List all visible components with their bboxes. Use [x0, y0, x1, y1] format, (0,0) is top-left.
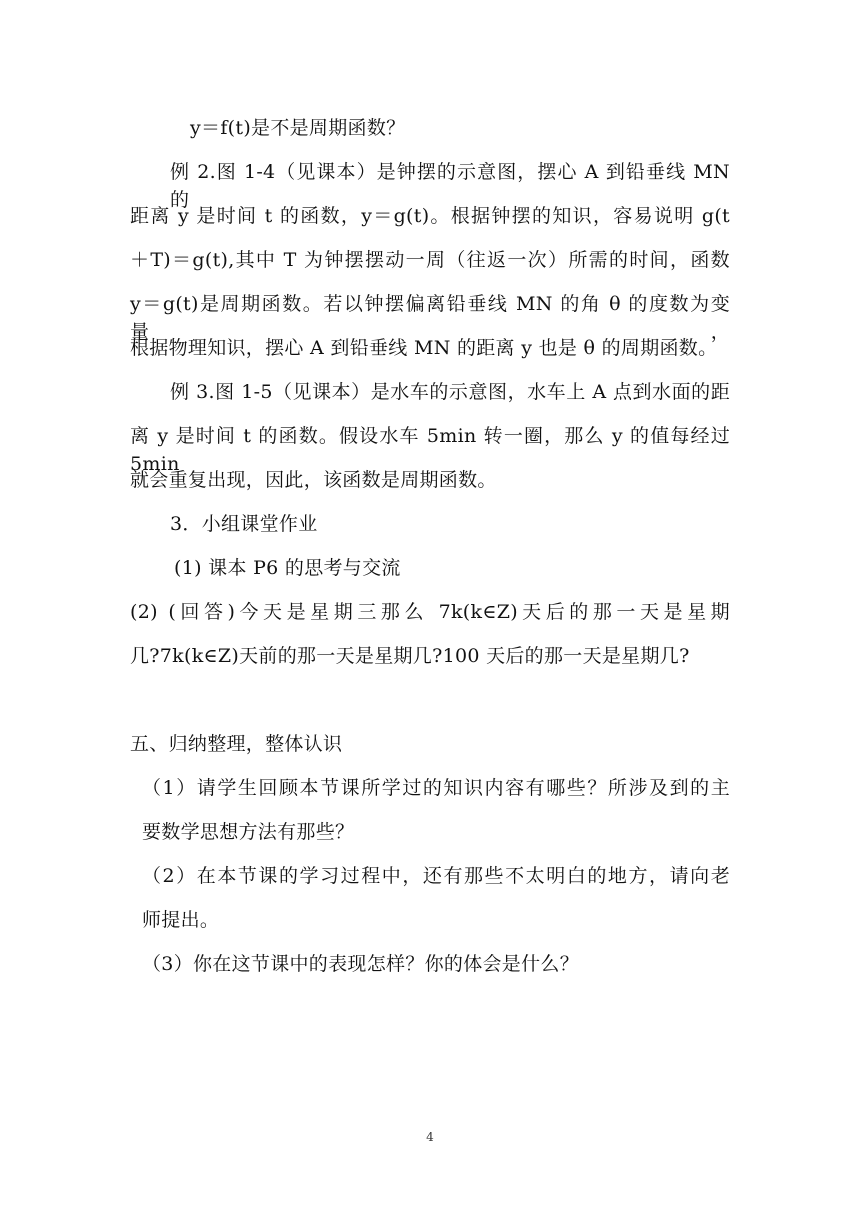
text-line-9: 就会重复出现，因此，该函数是周期函数。 [130, 469, 497, 491]
text-line-2: 例 2.图 1-4（见课本）是钟摆的示意图，摆心 A 到铅垂线 MN 的 [170, 161, 730, 211]
text-line-7: 例 3.图 1-5（见课本）是水车的示意图，水车上 A 点到水面的距 [170, 381, 730, 403]
page-number: 4 [426, 1130, 434, 1144]
text-line-8: 离 y 是时间 t 的函数。假设水车 5min 转一圈，那么 y 的值每经过 5min [130, 425, 730, 475]
text-line-11: (1) 课本 P6 的思考与交流 [174, 557, 401, 579]
text-line-13: 几?7k(k∈Z)天前的那一天是星期几?100 天后的那一天是星期几? [130, 645, 690, 667]
section-heading-group-work: 3．小组课堂作业 [170, 513, 318, 535]
section-heading-summary: 五、归纳整理，整体认识 [130, 733, 343, 755]
text-line-6: 根据物理知识，摆心 A 到铅垂线 MN 的距离 y 也是 θ 的周期函数。 [130, 337, 718, 359]
text-line-4: ＋T)＝g(t),其中 T 为钟摆摆动一周（往返一次）所需的时间，函数 [130, 249, 730, 271]
text-line-15: （1）请学生回顾本节课所学过的知识内容有哪些？所涉及到的主 [142, 777, 730, 799]
text-line-16: 要数学思想方法有那些？ [142, 821, 355, 843]
text-line-17: （2）在本节课的学习过程中，还有那些不太明白的地方，请向老 [142, 865, 730, 887]
text-line-19: （3）你在这节课中的表现怎样？你的体会是什么？ [142, 953, 579, 975]
text-line-18: 师提出。 [142, 909, 220, 931]
text-line-1: y＝f(t)是不是周期函数？ [190, 117, 406, 139]
text-line-12: (2) (回答)今天是星期三那么 7k(k∈Z)天后的那一天是星期 [130, 601, 730, 623]
text-line-5: y＝g(t)是周期函数。若以钟摆偏离铅垂线 MN 的角 θ 的度数为变量， [130, 293, 730, 343]
text-line-3: 距离 y 是时间 t 的函数，y＝g(t)。根据钟摆的知识，容易说明 g(t [130, 205, 730, 227]
